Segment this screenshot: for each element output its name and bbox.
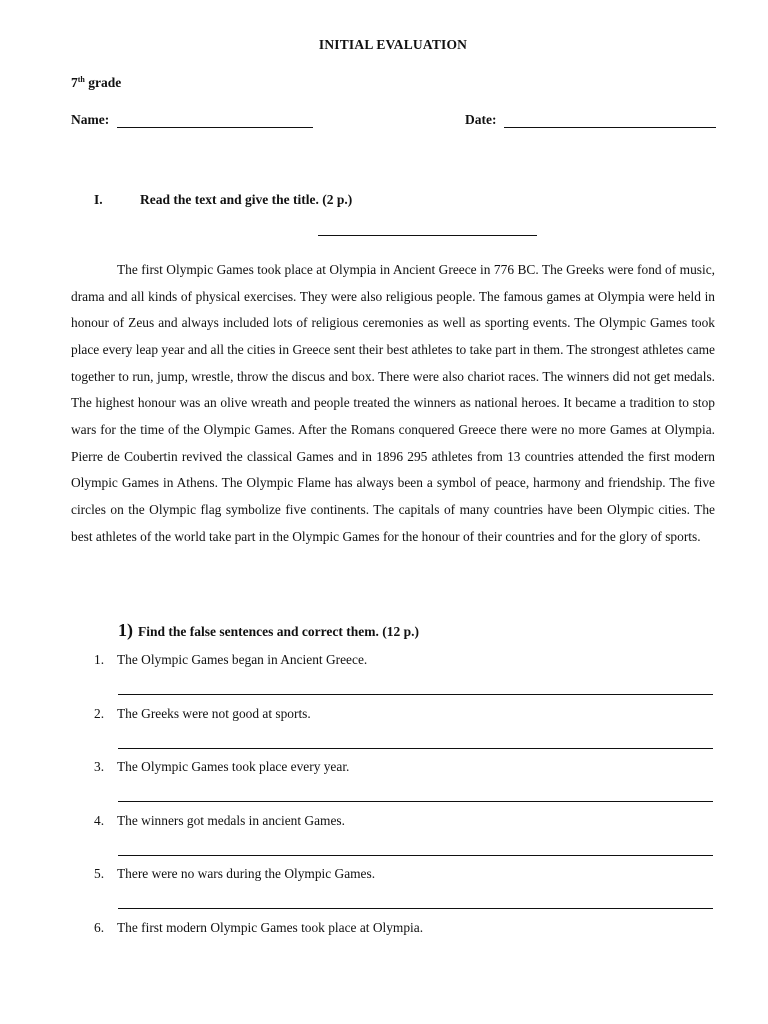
item-number: 4.: [94, 813, 105, 828]
name-label: Name:: [71, 112, 110, 127]
grade-label: [71, 75, 121, 91]
answer-line[interactable]: [118, 801, 713, 802]
page-title: INITIAL EVALUATION: [318, 37, 468, 52]
list-item: [0, 920, 768, 970]
grade-word: grade: [88, 75, 122, 90]
item-text: The Olympic Games began in Ancient Greece.: [117, 652, 368, 667]
grade-number: 7: [71, 75, 78, 90]
list-item: [0, 652, 768, 702]
title-answer-line[interactable]: [318, 235, 537, 236]
date-field: [465, 112, 716, 128]
task-instruction: Find the false sentences and correct them. (12 p.): [138, 624, 419, 639]
answer-line[interactable]: [118, 694, 713, 695]
item-text: The Olympic Games took place every year.: [117, 759, 350, 774]
item-number: 5.: [94, 866, 105, 881]
item-text: The first modern Olympic Games took place at Olympia.: [117, 920, 424, 935]
answer-line[interactable]: [118, 855, 713, 856]
section-number: I.: [94, 192, 103, 207]
answer-line[interactable]: [118, 908, 713, 909]
list-item: [0, 813, 768, 863]
item-number: 2.: [94, 706, 105, 721]
item-text: The winners got medals in ancient Games.: [117, 813, 345, 828]
task-number: 1): [118, 620, 133, 640]
item-text: The Greeks were not good at sports.: [117, 706, 311, 721]
grade-superscript: th: [77, 75, 85, 84]
item-number: 6.: [94, 920, 105, 935]
date-label: Date:: [465, 112, 497, 127]
list-item: [0, 706, 768, 756]
list-item: [0, 866, 768, 916]
task-heading: [118, 620, 419, 641]
name-field: [71, 112, 313, 128]
reading-passage: The first Olympic Games took place at Olympia in Ancient Greece in 776 BC. The Greeks were fond of music, drama and all kinds of physical exercises. They were also religious people. The famous games at Olympia were held in honour of Zeus and always included lots of religious ceremonies as well as sporting events. The Olympic Games took place every leap year and all the cities in Greece sent their best athletes to take part in them. The strongest athletes came together to run, jump, wrestle, throw the discus and box. There were also chariot races. The winners did not get medals. The highest honour was an olive wreath and people treated the winners as national heroes. It became a tradition to stop wars for the time of the Olympic Games. After the Romans conquered Greece there were no more Games at Olympia. Pierre de Coubertin revived the classical Games and in 1896 295 athletes from 13 countries attended the first modern Olympic Games in Athens. The Olympic Flame has always been a symbol of peace, harmony and friendship. The five circles on the Olympic flag symbolize five continents. The capitals of many countries have been Olympic cities. The best athletes of the world take part in the Olympic Games for the honour of their countries and for the glory of sports.: [71, 262, 715, 544]
section-heading: [94, 192, 352, 208]
item-number: 1.: [94, 652, 105, 667]
item-number: 3.: [94, 759, 105, 774]
list-item: [0, 759, 768, 809]
item-text: There were no wars during the Olympic Games.: [117, 866, 376, 881]
date-blank-line[interactable]: [504, 114, 716, 128]
section-instruction: Read the text and give the title. (2 p.): [140, 192, 353, 207]
name-blank-line[interactable]: [117, 114, 313, 128]
answer-line[interactable]: [118, 748, 713, 749]
